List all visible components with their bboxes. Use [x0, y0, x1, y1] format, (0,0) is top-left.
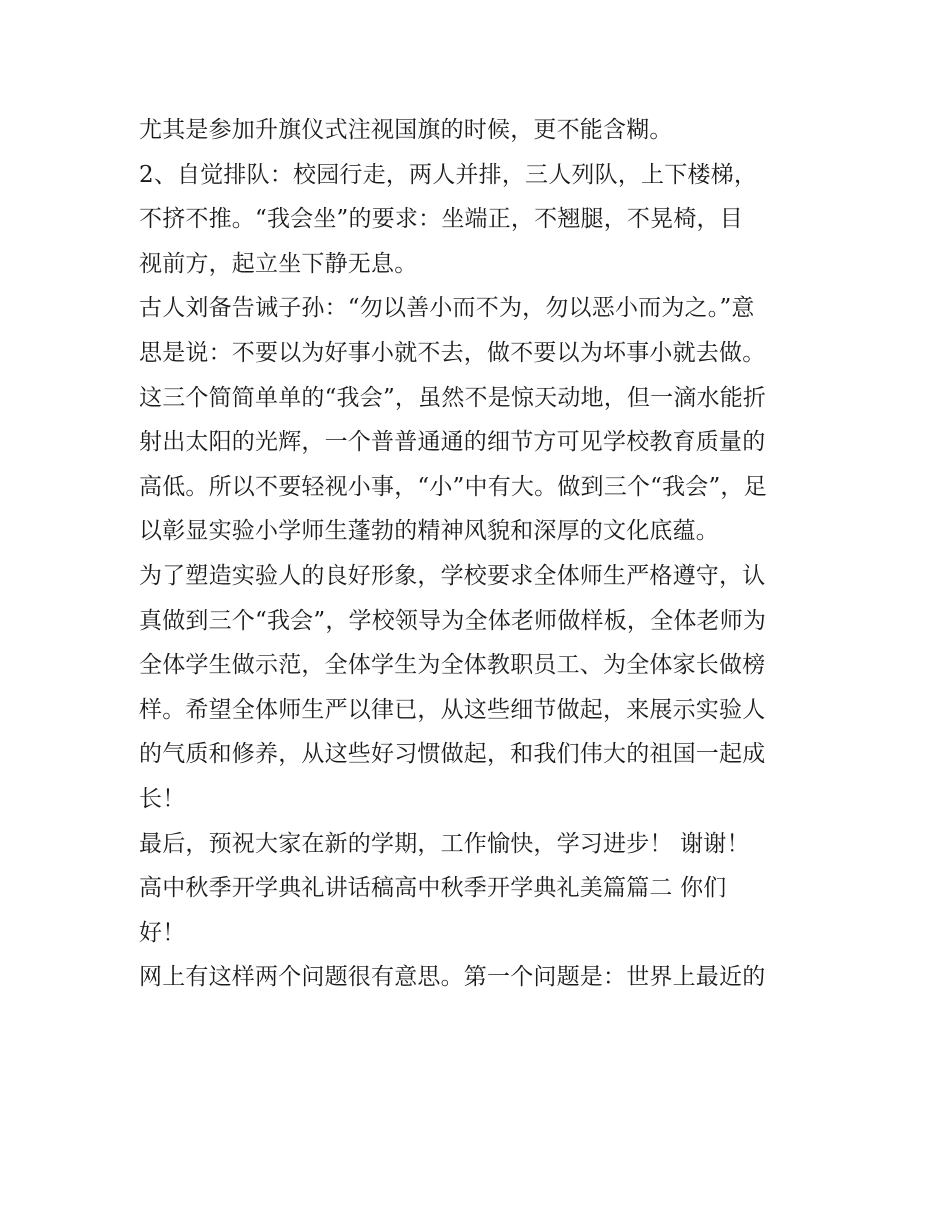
text-line: 高中秋季开学典礼讲话稿高中秋季开学典礼美篇篇二 你们	[139, 875, 727, 902]
text-line: 高低。所以不要轻视小事，“小”中有大。做到三个“我会”，足	[139, 473, 767, 500]
text-line: 这三个简简单单的“我会”，虽然不是惊天动地，但一滴水能折	[139, 384, 767, 411]
text-line: 尤其是参加升旗仪式注视国旗的时候，更不能含糊。	[139, 117, 673, 143]
document-body	[139, 108, 819, 1000]
text-line: 2、自觉排队：校园行走，两人并排，三人列队，上下楼梯，	[139, 161, 758, 188]
text-line: 不挤不推。“我会坐”的要求：坐端正，不翘腿，不晃椅，目	[139, 206, 743, 233]
text-line: 网上有这样两个问题很有意思。第一个问题是：世界上最近的	[139, 964, 766, 991]
text-line: 全体学生做示范，全体学生为全体教职员工、为全体家长做榜	[139, 652, 766, 679]
text-line: 长！	[139, 785, 186, 812]
text-line: 样。希望全体师生严以律已，从这些细节做起，来展示实验人	[139, 696, 766, 723]
text-line: 为了塑造实验人的良好形象，学校要求全体师生严格遵守，认	[139, 562, 766, 589]
text-line: 古人刘备告诫子孙：“勿以善小而不为，勿以恶小而为之。”意	[139, 295, 755, 322]
text-line: 好！	[139, 919, 186, 946]
text-line: 思是说：不要以为好事小就不去，做不要以为坏事小就去做。	[139, 339, 766, 366]
text-line: 视前方，起立坐下静无息。	[139, 250, 418, 277]
text-line: 最后，预祝大家在新的学期，工作愉快，学习进步！ 谢谢！	[139, 830, 750, 857]
text-line: 的气质和修养，从这些好习惯做起，和我们伟大的祖国一起成	[139, 741, 766, 768]
text-line: 真做到三个“我会”，学校领导为全体老师做样板，全体老师为	[139, 607, 767, 634]
text-line: 以彰显实验小学师生蓬勃的精神风貌和深厚的文化底蕴。	[139, 518, 719, 545]
text-line: 射出太阳的光辉，一个普普通通的细节方可见学校教育质量的	[139, 429, 766, 456]
